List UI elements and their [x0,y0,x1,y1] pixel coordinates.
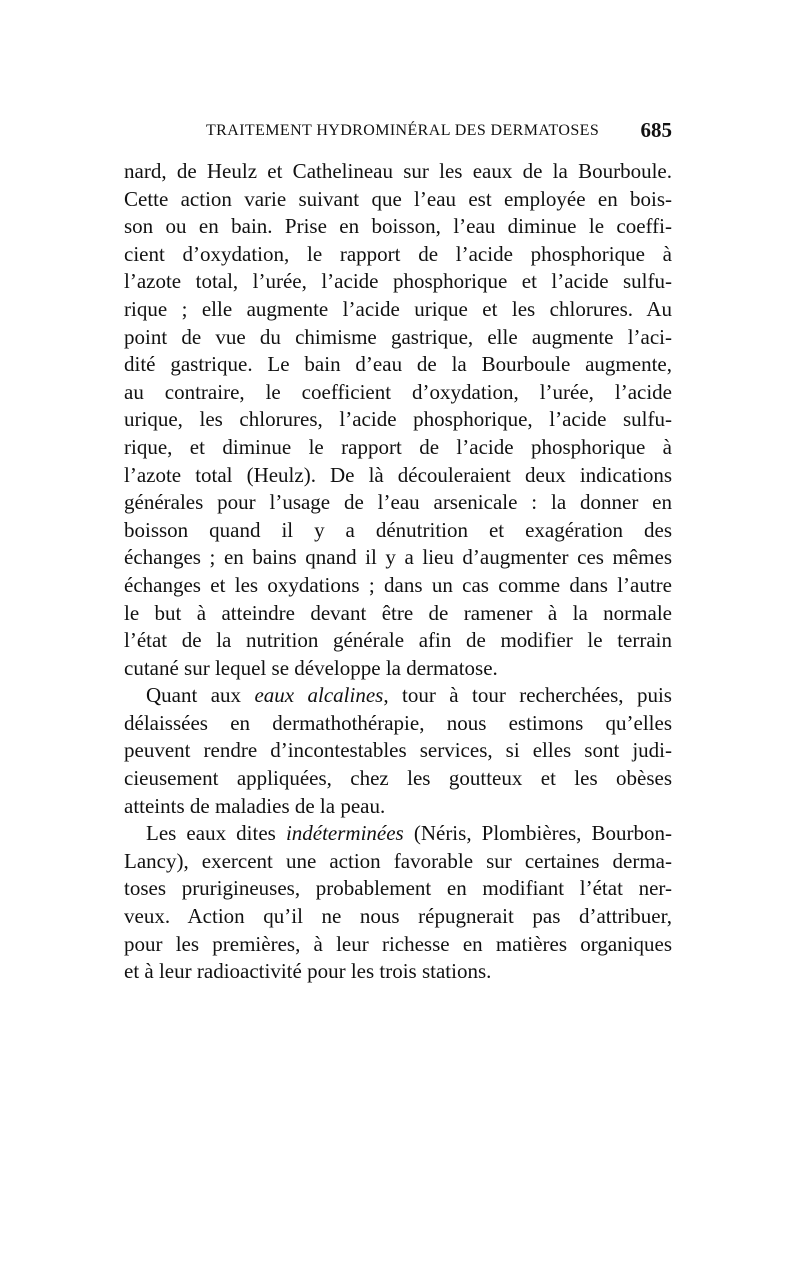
text-segment: toses prurigineuses, probablement en modifiant l’état ner- [124,876,672,901]
text-segment: rique ; elle augmente l’acide urique et les chlorures. Au [124,296,672,321]
text-segment: échanges ; en bains qnand il y a lieu d’augmenter ces mêmes [124,545,672,570]
page-number: 685 [640,118,672,142]
text-line [124,186,672,214]
text-line [124,737,672,765]
text-line [124,517,672,545]
text-line [124,241,672,269]
text-line [124,820,672,848]
text-segment: urique, les chlorures, l’acide phosphorique, l’acide sulfu- [124,407,672,432]
text-segment: Cette action varie suivant que l’eau est employée en bois- [124,186,672,211]
text-line [124,627,672,655]
text-segment: nard, de Heulz et Cathelineau sur les eaux de la Bourboule. [124,159,672,183]
text-segment: (Néris, Plombières, Bourbon- [403,821,673,846]
text-segment: point de vue du chimisme gastrique, elle augmente l’aci- [124,324,672,349]
text-line [124,462,672,490]
text-segment: et à leur radioactivité pour les trois stations. [124,959,492,984]
text-line [124,682,672,710]
running-head [124,118,672,146]
text-segment: l’état de la nutrition générale afin de modifier le terrain [124,628,672,653]
text-segment: cieusement appliquées, chez les goutteux et les obèses [124,766,672,791]
text-segment: rique, et diminue le rapport de l’acide phosphorique à [124,434,672,459]
text-line [124,931,672,959]
text-segment: pour les premières, à leur richesse en matières organiques [124,931,672,956]
text-line [124,406,672,434]
text-line [124,765,672,793]
text-segment: peuvent rendre d’incontestables services, si elles sont judi- [124,738,672,763]
text-line [124,268,672,296]
text-line [124,958,672,986]
running-title: TRAITEMENT HYDROMINÉRAL DES DERMATOSES [206,122,600,139]
text-line [124,710,672,738]
text-segment: son ou en bain. Prise en boisson, l’eau diminue le coeffi- [124,214,672,239]
text-line [124,351,672,379]
text-line [124,848,672,876]
text-segment: Lancy), exercent une action favorable sur certaines derma- [124,848,672,873]
text-segment: l’azote total, l’urée, l’acide phosphorique et l’acide sulfu- [124,269,672,294]
text-segment: le but à atteindre devant être de ramener à la normale [124,600,672,625]
text-line [124,434,672,462]
paragraph [124,158,672,682]
text-line [124,158,672,186]
text-segment: délaissées en dermathothérapie, nous estimons qu’elles [124,710,672,735]
text-segment: cutané sur lequel se développe la dermatose. [124,655,498,680]
text-line [124,544,672,572]
text-segment: au contraire, le coefficient d’oxydation, l’urée, l’acide [124,379,672,404]
text-line [124,572,672,600]
text-line [124,903,672,931]
paragraph [124,682,672,820]
text-segment: Les eaux dites [146,821,286,846]
paragraph [124,820,672,986]
text-segment: l’azote total (Heulz). De là découleraient deux indications [124,462,672,487]
text-line [124,793,672,821]
text-segment: échanges et les oxydations ; dans un cas comme dans l’autre [124,572,672,597]
text-segment: générales pour l’usage de l’eau arsenicale : la donner en [124,490,672,515]
text-line [124,324,672,352]
text-segment: veux. Action qu’il ne nous répugnerait pas d’attribuer, [124,904,672,929]
text-segment: Quant aux [146,683,255,708]
text-line [124,296,672,324]
text-line [124,213,672,241]
italic-text: eaux alcalines [254,683,384,708]
text-segment: cient d’oxydation, le rapport de l’acide phosphorique à [124,241,672,266]
text-line [124,489,672,517]
text-line [124,600,672,628]
italic-text: indéterminées [285,821,404,846]
text-segment: atteints de maladies de la peau. [124,793,386,818]
text-line [124,379,672,407]
text-line [124,655,672,683]
body-text [124,158,672,986]
text-segment: boisson quand il y a dénutrition et exagération des [124,517,672,542]
text-segment: , tour à tour recherchées, puis [383,683,672,708]
text-line [124,875,672,903]
text-segment: dité gastrique. Le bain d’eau de la Bourboule augmente, [124,352,672,377]
